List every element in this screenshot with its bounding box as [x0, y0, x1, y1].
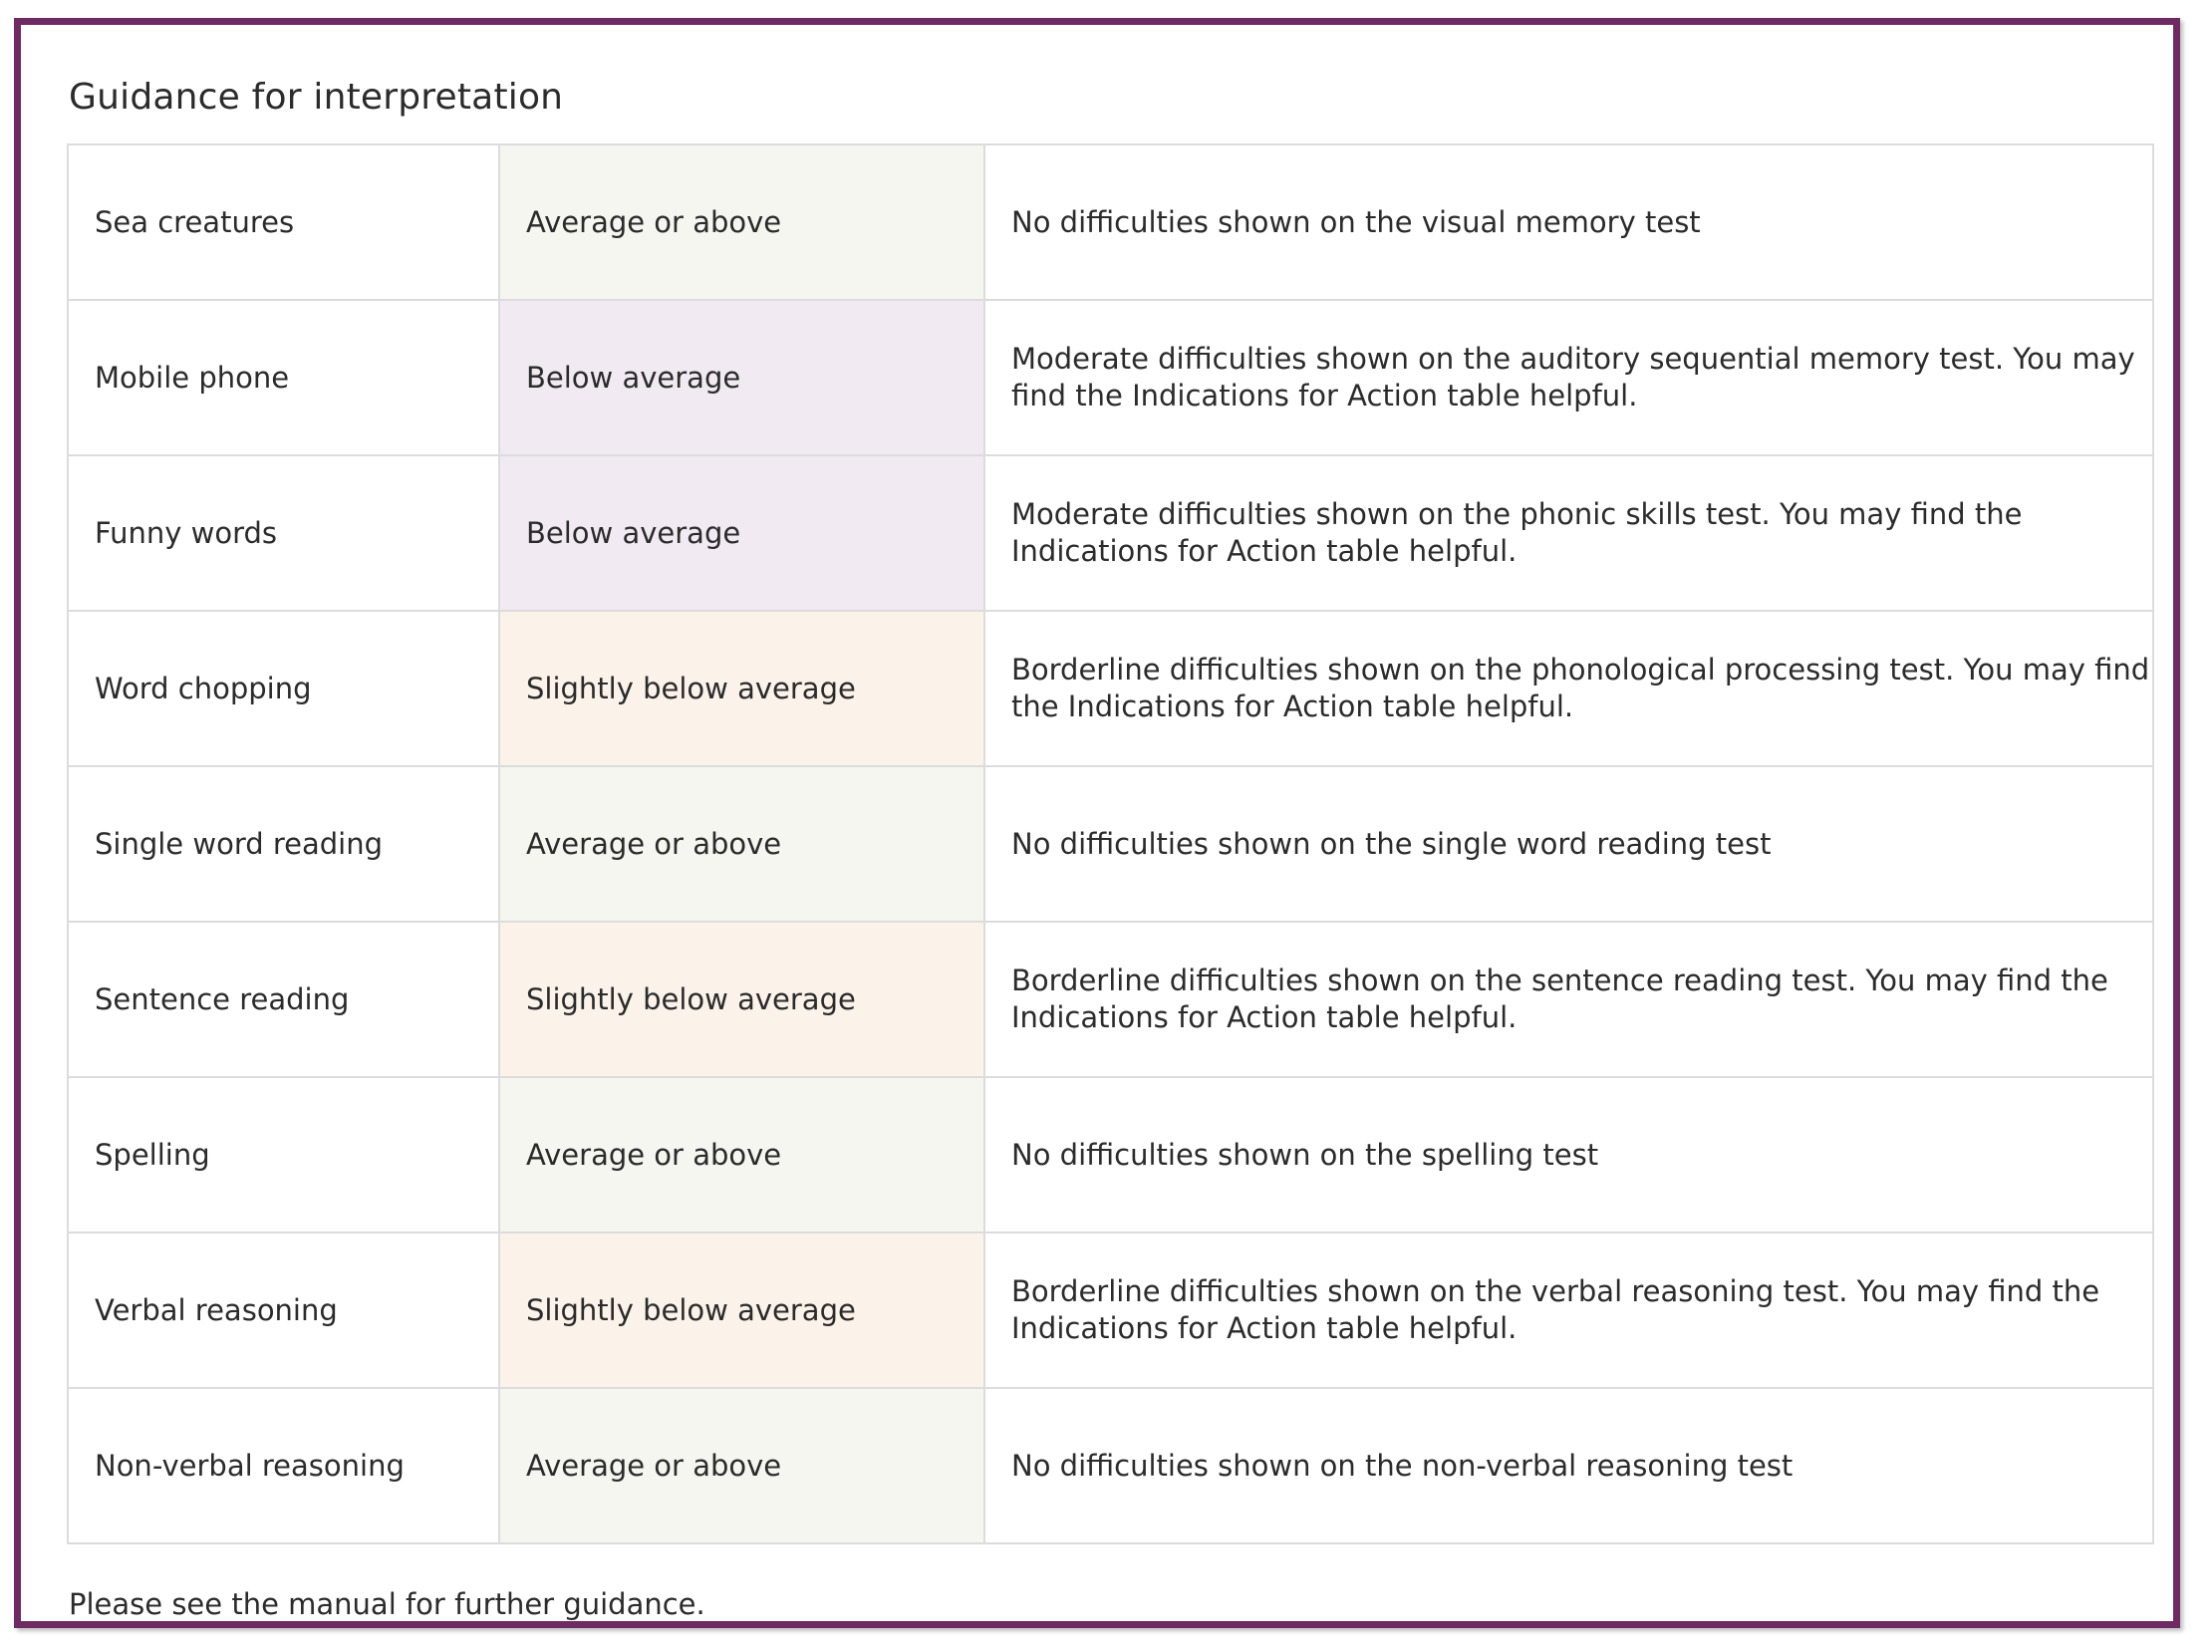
result-level-cell: Slightly below average — [499, 611, 984, 766]
test-name-cell: Sentence reading — [68, 922, 499, 1077]
table-row — [68, 455, 2153, 611]
guidance-panel — [14, 18, 2180, 1628]
table-row — [68, 1233, 2153, 1388]
table-row — [68, 1388, 2153, 1543]
description-cell: Borderline difficulties shown on the phonological processing test. You may find the Indications for Action table helpful. — [984, 611, 2153, 766]
test-name-cell: Sea creatures — [68, 144, 499, 300]
result-level-cell: Average or above — [499, 766, 984, 922]
results-table — [67, 143, 2154, 1544]
description-cell: No difficulties shown on the spelling test — [984, 1077, 2153, 1233]
table-row — [68, 766, 2153, 922]
table-row — [68, 144, 2153, 300]
test-name-cell: Single word reading — [68, 766, 499, 922]
table-row — [68, 300, 2153, 455]
description-cell: Moderate difficulties shown on the phonic skills test. You may find the Indications for Action table helpful. — [984, 455, 2153, 611]
test-name-cell: Verbal reasoning — [68, 1233, 499, 1388]
description-cell: No difficulties shown on the non-verbal reasoning test — [984, 1388, 2153, 1543]
result-level-cell: Average or above — [499, 144, 984, 300]
test-name-cell: Word chopping — [68, 611, 499, 766]
result-level-cell: Average or above — [499, 1388, 984, 1543]
test-name-cell: Mobile phone — [68, 300, 499, 455]
result-level-cell: Average or above — [499, 1077, 984, 1233]
description-cell: Borderline difficulties shown on the sentence reading test. You may find the Indications for Action table helpful. — [984, 922, 2153, 1077]
table-row — [68, 611, 2153, 766]
description-cell: Borderline difficulties shown on the verbal reasoning test. You may find the Indications for Action table helpful. — [984, 1233, 2153, 1388]
footnote: Please see the manual for further guidance. — [69, 1587, 705, 1621]
description-cell: Moderate difficulties shown on the auditory sequential memory test. You may find the Indications for Action table helpful. — [984, 300, 2153, 455]
table-row — [68, 1077, 2153, 1233]
description-cell: No difficulties shown on the visual memory test — [984, 144, 2153, 300]
test-name-cell: Spelling — [68, 1077, 499, 1233]
test-name-cell: Funny words — [68, 455, 499, 611]
result-level-cell: Slightly below average — [499, 1233, 984, 1388]
result-level-cell: Below average — [499, 300, 984, 455]
result-level-cell: Slightly below average — [499, 922, 984, 1077]
description-cell: No difficulties shown on the single word reading test — [984, 766, 2153, 922]
table-row — [68, 922, 2153, 1077]
result-level-cell: Below average — [499, 455, 984, 611]
test-name-cell: Non-verbal reasoning — [68, 1388, 499, 1543]
page-title: Guidance for interpretation — [69, 77, 564, 118]
